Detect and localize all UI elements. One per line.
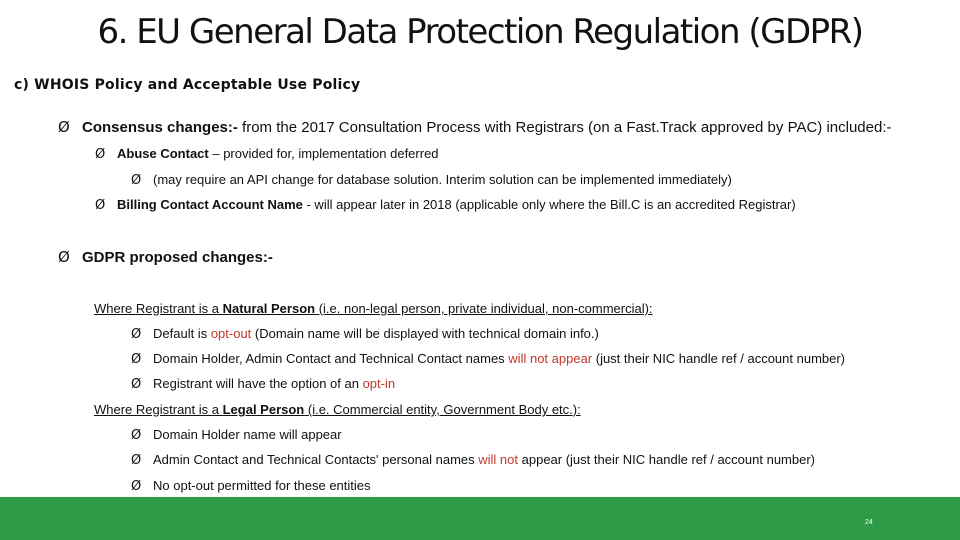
billing-contact-text: - will appear later in 2018 (applicable only where the Bill.C is an accredited Registrar) xyxy=(302,197,796,212)
arrow-bullet-icon: Ø xyxy=(131,377,142,392)
abuse-sub-text: (may require an API change for database solution. Interim solution can be implemented immediately) xyxy=(153,172,732,187)
consensus-heading: Consensus changes:- xyxy=(82,119,238,136)
abuse-contact-text: – provided for, implementation deferred xyxy=(208,146,439,161)
arrow-bullet-icon: Ø xyxy=(58,248,70,266)
abuse-contact-label: Abuse Contact xyxy=(117,146,209,161)
slide-title: 6. EU General Data Protection Regulation (GDPR) xyxy=(97,12,863,52)
arrow-bullet-icon: Ø xyxy=(95,198,106,213)
arrow-bullet-icon: Ø xyxy=(131,173,142,188)
natural-item-default: Ø Default is opt-out (Domain name will be displayed with technical domain info.) xyxy=(131,326,599,342)
bullet-gdpr-changes xyxy=(58,248,273,266)
bullet-abuse-contact xyxy=(95,146,439,162)
natural-person-heading: Where Registrant is a Natural Person (i.e. non-legal person, private individual, non-commercial): xyxy=(94,301,653,316)
legal-item-holder: Ø Domain Holder name will appear xyxy=(131,427,342,443)
arrow-bullet-icon: Ø xyxy=(131,479,142,494)
consensus-text: from the 2017 Consultation Process with Registrars (on a Fast.Track approved by PAC) included:- xyxy=(237,119,892,136)
bullet-abuse-sub xyxy=(131,172,732,188)
legal-item-no-optout: Ø No opt-out permitted for these entities xyxy=(131,478,371,494)
bullet-consensus-changes xyxy=(58,118,892,136)
arrow-bullet-icon: Ø xyxy=(58,118,70,136)
arrow-bullet-icon: Ø xyxy=(131,352,142,367)
natural-item-names: Ø Domain Holder, Admin Contact and Technical Contact names will not appear (just their NIC handle ref / account number) xyxy=(131,351,846,367)
arrow-bullet-icon: Ø xyxy=(95,147,106,162)
legal-person-heading: Where Registrant is a Legal Person (i.e. Commercial entity, Government Body etc.): xyxy=(94,402,581,417)
page-number: 24 xyxy=(865,519,873,526)
natural-item-optin: Ø Registrant will have the option of an opt-in xyxy=(131,376,396,392)
slide-subtitle: c) WHOIS Policy and Acceptable Use Policy xyxy=(14,77,361,93)
arrow-bullet-icon: Ø xyxy=(131,327,142,342)
billing-contact-label: Billing Contact Account Name xyxy=(117,197,303,212)
legal-item-contacts: Ø Admin Contact and Technical Contacts' personal names will not appear (just their NIC handle ref / account number) xyxy=(131,452,815,468)
bullet-billing-contact xyxy=(95,197,796,213)
gdpr-heading: GDPR proposed changes:- xyxy=(82,249,273,266)
arrow-bullet-icon: Ø xyxy=(131,428,142,443)
footer-bar xyxy=(0,497,960,540)
arrow-bullet-icon: Ø xyxy=(131,453,142,468)
